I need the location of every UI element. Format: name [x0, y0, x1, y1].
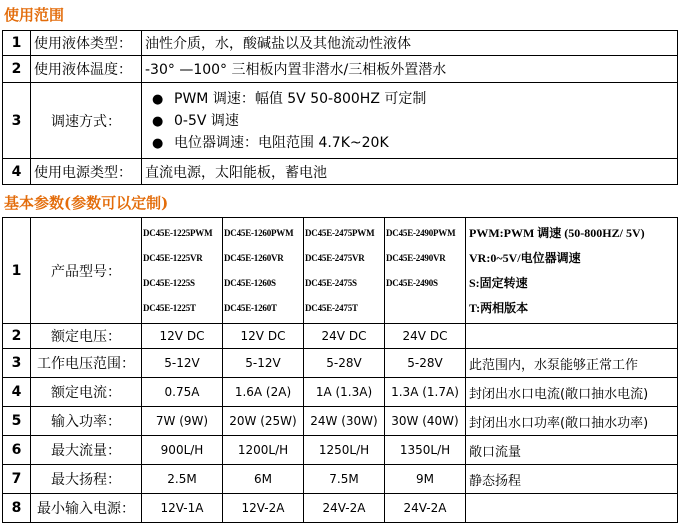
row-label: 使用电源类型： [31, 159, 142, 185]
model-row [3, 218, 678, 324]
model-column [142, 218, 223, 324]
param-value: 2.5M [142, 465, 223, 494]
param-value: 24W (30W) [304, 407, 385, 436]
param-value: 900L/H [142, 436, 223, 465]
model-column [385, 218, 466, 324]
usage-row [3, 31, 678, 56]
param-row [3, 494, 678, 523]
row-number: 8 [3, 494, 31, 523]
params-table [2, 217, 678, 523]
speed-control-text: PWM 调速：幅值 5V 50-800HZ 可定制 [174, 90, 427, 107]
row-label: 额定电压： [31, 324, 142, 349]
param-value: 30W (40W) [385, 407, 466, 436]
param-value: 9M [385, 465, 466, 494]
speed-control-text: 电位器调速：电阻范围 4.7K~20K [174, 134, 389, 151]
row-label: 使用液体类型： [31, 31, 142, 56]
param-value: 5-12V [142, 349, 223, 378]
param-note [466, 494, 678, 523]
param-note: 静态扬程 [466, 465, 678, 494]
row-number: 1 [3, 218, 31, 324]
param-note: 此范围内，水泵能够正常工作 [466, 349, 678, 378]
param-value: 1.6A (2A) [223, 378, 304, 407]
model-code: DC45E-1225S [143, 277, 195, 288]
row-value: 直流电源，太阳能板，蓄电池 [142, 159, 678, 185]
param-value: 24V-2A [304, 494, 385, 523]
model-code: DC45E-1260T [224, 302, 277, 313]
model-column [223, 218, 304, 324]
params-section-title: 基本参数(参数可以定制) [4, 194, 169, 212]
param-row [3, 407, 678, 436]
model-code: DC45E-1225VR [143, 252, 203, 263]
row-label: 最小输入电源： [31, 494, 142, 523]
row-label: 最大流量： [31, 436, 142, 465]
row-label: 产品型号： [31, 218, 142, 324]
model-code: DC45E-2490PWM [386, 227, 456, 238]
row-label: 最大扬程： [31, 465, 142, 494]
row-label: 工作电压范围： [31, 349, 142, 378]
param-note: 敞口流量 [466, 436, 678, 465]
model-column [304, 218, 385, 324]
param-value: 12V DC [223, 324, 304, 349]
model-code: DC45E-2475T [305, 302, 358, 313]
row-label: 输入功率： [31, 407, 142, 436]
model-code: DC45E-2475PWM [305, 227, 375, 238]
model-code: DC45E-1260VR [224, 252, 284, 263]
row-number: 2 [3, 324, 31, 349]
param-row [3, 378, 678, 407]
row-number: 7 [3, 465, 31, 494]
model-code: DC45E-1225T [143, 302, 196, 313]
row-number: 3 [3, 83, 31, 159]
param-value: 5-28V [385, 349, 466, 378]
model-code: DC45E-1260PWM [224, 227, 294, 238]
speed-control-list [142, 83, 678, 159]
row-number: 4 [3, 159, 31, 185]
param-value: 12V DC [142, 324, 223, 349]
model-code [386, 296, 464, 321]
row-label: 调速方式： [31, 83, 142, 159]
model-code: DC45E-1225PWM [143, 227, 213, 238]
param-value: 24V-2A [385, 494, 466, 523]
speed-control-text: 0-5V 调速 [174, 112, 239, 129]
usage-row [3, 159, 678, 185]
param-value: 12V-2A [223, 494, 304, 523]
row-number: 1 [3, 31, 31, 56]
row-number: 4 [3, 378, 31, 407]
speed-control-item [152, 88, 674, 110]
row-number: 3 [3, 349, 31, 378]
param-value: 1A (1.3A) [304, 378, 385, 407]
param-value: 20W (25W) [223, 407, 304, 436]
usage-section-title: 使用范围 [4, 6, 65, 24]
model-note: PWM:PWM 调速 (50-800HZ/ 5V) [469, 225, 645, 240]
row-value: -30° —100° 三相板内置非潜水/三相板外置潜水 [142, 56, 678, 83]
bullet-icon: ● [152, 113, 164, 129]
model-notes [466, 218, 678, 324]
model-code: DC45E-2475VR [305, 252, 365, 263]
param-value: 0.75A [142, 378, 223, 407]
param-note [466, 324, 678, 349]
param-note: 封闭出水口功率(敞口抽水功率) [466, 407, 678, 436]
param-row [3, 436, 678, 465]
param-value: 7W (9W) [142, 407, 223, 436]
speed-control-item [152, 110, 674, 132]
param-row [3, 465, 678, 494]
usage-row [3, 56, 678, 83]
param-value: 1.3A (1.7A) [385, 378, 466, 407]
row-number: 6 [3, 436, 31, 465]
param-note: 封闭出水口电流(敞口抽水电流) [466, 378, 678, 407]
model-note: VR:0~5V/电位器调速 [469, 250, 581, 265]
usage-row [3, 83, 678, 159]
model-code: DC45E-2475S [305, 277, 357, 288]
param-value: 24V DC [385, 324, 466, 349]
param-value: 5-28V [304, 349, 385, 378]
param-row [3, 324, 678, 349]
bullet-icon: ● [152, 91, 164, 107]
model-note: T:两相版本 [469, 300, 529, 315]
param-value: 1200L/H [223, 436, 304, 465]
param-row [3, 349, 678, 378]
bullet-icon: ● [152, 135, 164, 151]
row-value: 油性介质，水，酸碱盐以及其他流动性液体 [142, 31, 678, 56]
row-number: 5 [3, 407, 31, 436]
row-label: 额定电流： [31, 378, 142, 407]
param-value: 5-12V [223, 349, 304, 378]
param-value: 24V DC [304, 324, 385, 349]
row-number: 2 [3, 56, 31, 83]
usage-table [2, 30, 678, 185]
param-value: 7.5M [304, 465, 385, 494]
param-value: 1350L/H [385, 436, 466, 465]
param-value: 1250L/H [304, 436, 385, 465]
model-code: DC45E-2490S [386, 277, 438, 288]
speed-control-item [152, 132, 674, 154]
model-code: DC45E-2490VR [386, 252, 446, 263]
param-value: 12V-1A [142, 494, 223, 523]
model-note: S:固定转速 [469, 275, 528, 290]
param-value: 6M [223, 465, 304, 494]
model-code: DC45E-1260S [224, 277, 276, 288]
row-label: 使用液体温度： [31, 56, 142, 83]
